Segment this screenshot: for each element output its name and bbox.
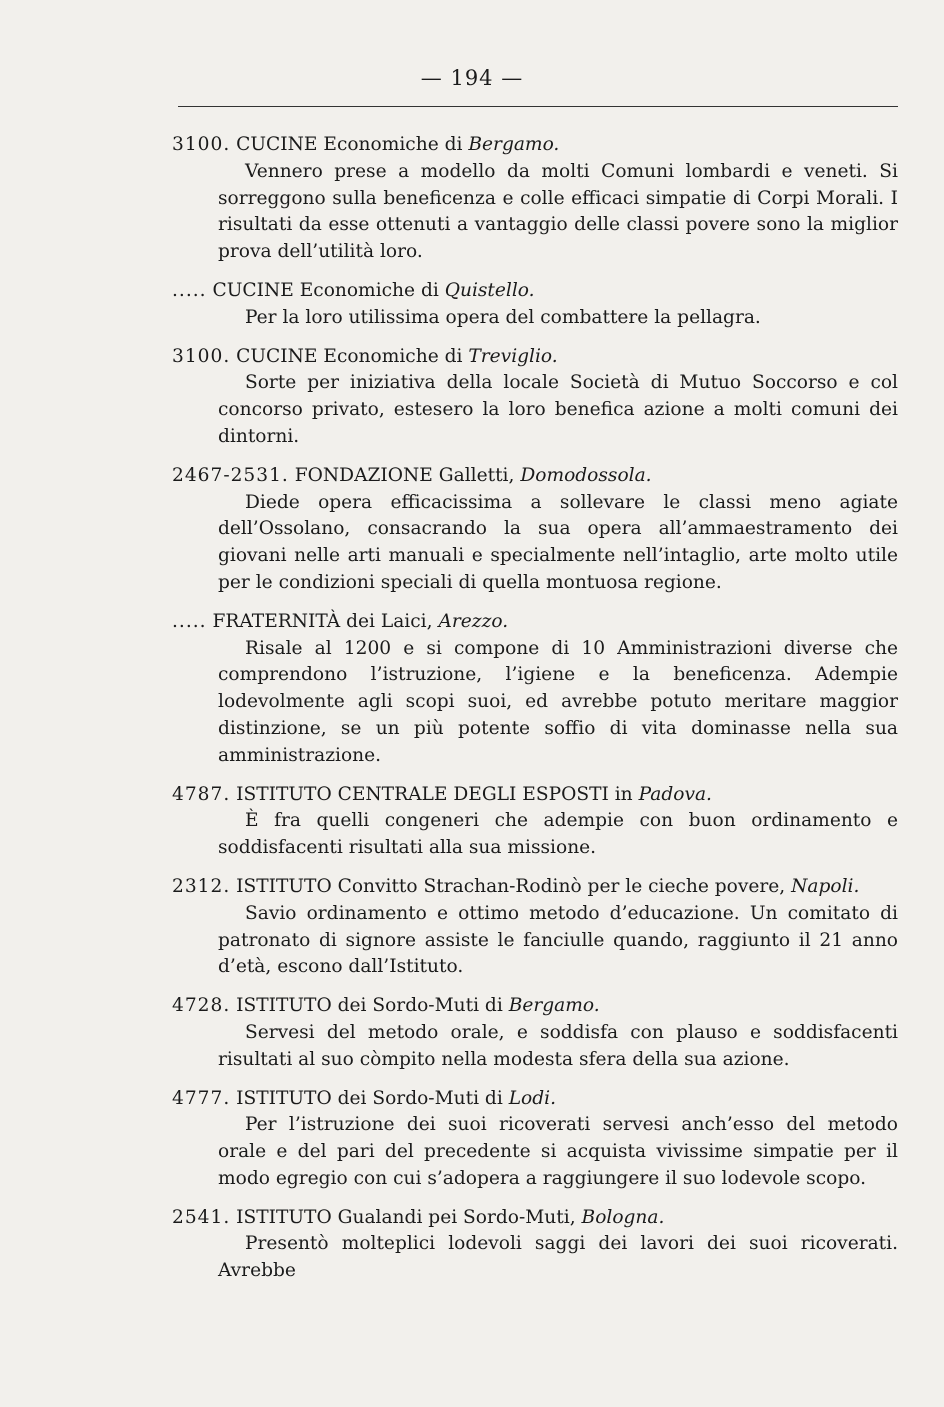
entry-place: Bergamo. bbox=[468, 134, 560, 155]
entry-place: Lodi. bbox=[508, 1087, 557, 1109]
entry-body: Vennero prese a modello da molti Comuni lombardi e veneti. Si sorreggono sulla beneficenza e colle efficaci simpatie di Corpi Morali. I risultati da esse ottenuti a vantaggio delle classi povere sono la miglior prova dell’utilità loro. bbox=[218, 160, 898, 263]
entry-title: ISTITUTO dei Sordo-Muti di bbox=[236, 1087, 503, 1109]
entry-place: Domodossola. bbox=[520, 464, 652, 486]
entry-heading bbox=[172, 1086, 898, 1113]
entry-code: ..... bbox=[172, 610, 207, 632]
entry-code: 3100. bbox=[172, 134, 231, 155]
entry-heading bbox=[172, 782, 898, 809]
entry-place: Bologna. bbox=[581, 1206, 665, 1228]
entry-title: CUCINE Economiche di bbox=[236, 345, 463, 367]
entry-title: CUCINE Economiche di bbox=[212, 279, 439, 301]
entry-body: Savio ordinamento e ottimo metodo d’educazione. Un comitato di patronato di signore assiste le fanciulle quando, raggiunto il 21 anno d’età, escono dall’Istituto. bbox=[218, 902, 898, 978]
entry-place: Treviglio. bbox=[468, 345, 558, 367]
entry-heading bbox=[172, 609, 898, 636]
entry bbox=[172, 782, 898, 862]
entry-place: Arezzo. bbox=[438, 610, 509, 632]
entry bbox=[172, 132, 898, 266]
entry-heading bbox=[172, 132, 898, 159]
entry-heading bbox=[172, 993, 898, 1020]
entry bbox=[172, 463, 898, 597]
entry-heading bbox=[172, 278, 898, 305]
entry bbox=[172, 874, 898, 981]
entry-place: Bergamo. bbox=[508, 995, 600, 1017]
header-rule bbox=[178, 106, 898, 107]
entry-title: ISTITUTO Gualandi pei Sordo-Muti, bbox=[236, 1206, 576, 1228]
entry-code: 2312. bbox=[172, 875, 231, 897]
entry-heading bbox=[172, 1205, 898, 1232]
entry bbox=[172, 1086, 898, 1193]
entry bbox=[172, 609, 898, 770]
entry-heading bbox=[172, 874, 898, 901]
entry bbox=[172, 993, 898, 1073]
page-number: — 194 — bbox=[420, 66, 524, 90]
entry-code: 4728. bbox=[172, 995, 231, 1017]
entry-title: ISTITUTO Convitto Strachan-Rodinò per le cieche povere, bbox=[236, 875, 786, 897]
entry-heading bbox=[172, 463, 898, 490]
entry-body: Risale al 1200 e si compone di 10 Amministrazioni diverse che comprendono l’istruzione, l’igiene e la beneficenza. Adempie lodevolmente agli scopi suoi, ed avrebbe potuto meritare maggior distinzione, se un più potente soffio di vita dominasse nella sua amministrazione. bbox=[218, 637, 898, 766]
entry bbox=[172, 278, 898, 332]
entry-place: Quistello. bbox=[444, 279, 535, 301]
entry-code: 2467-2531. bbox=[172, 464, 289, 486]
entry-body: Diede opera efficacissima a sollevare le classi meno agiate dell’Ossolano, consacrando la sua opera all’ammaestramento dei giovani nelle arti manuali e specialmente nell’intaglio, arte molto utile per le condizioni speciali di quella montuosa regione. bbox=[218, 491, 898, 593]
entry-place: Napoli. bbox=[791, 875, 860, 897]
entry bbox=[172, 344, 898, 451]
entry-title: CUCINE Economiche di bbox=[236, 134, 463, 155]
entry-body: Sorte per iniziativa della locale Società di Mutuo Soccorso e col concorso privato, estesero la loro benefica azione a molti comuni dei dintorni. bbox=[218, 372, 898, 447]
entry-body: Presentò molteplici lodevoli saggi dei lavori dei suoi ricoverati. Avrebbe bbox=[218, 1233, 898, 1282]
entry-code: ..... bbox=[172, 279, 207, 301]
entry-heading bbox=[172, 344, 898, 371]
entry-title: ISTITUTO dei Sordo-Muti di bbox=[236, 995, 503, 1017]
entry-code: 2541. bbox=[172, 1206, 231, 1228]
entry bbox=[172, 1205, 898, 1285]
entry-title: FRATERNITÀ dei Laici, bbox=[212, 610, 433, 632]
entry-code: 4787. bbox=[172, 783, 231, 805]
entry-title: FONDAZIONE Galletti, bbox=[294, 464, 515, 486]
entry-body: Per l’istruzione dei suoi ricoverati servesi anch’esso del metodo orale e del pari del precedente si acquista vivissime simpatie per il modo egregio con cui s’adopera a raggiungere il suo lodevole scopo. bbox=[218, 1114, 898, 1189]
entry-code: 4777. bbox=[172, 1087, 231, 1109]
entry-body: Per la loro utilissima opera del combattere la pellagra. bbox=[245, 306, 761, 328]
entry-code: 3100. bbox=[172, 345, 231, 367]
entry-title: ISTITUTO CENTRALE DEGLI ESPOSTI in bbox=[236, 783, 633, 805]
entry-body: È fra quelli congeneri che adempie con buon ordinamento e soddisfacenti risultati alla sua missione. bbox=[218, 810, 898, 859]
entry-place: Padova. bbox=[638, 783, 712, 805]
entry-body: Servesi del metodo orale, e soddisfa con plauso e soddisfacenti risultati al suo còmpito nella modesta sfera della sua azione. bbox=[218, 1021, 898, 1070]
entry-list bbox=[172, 132, 898, 1297]
